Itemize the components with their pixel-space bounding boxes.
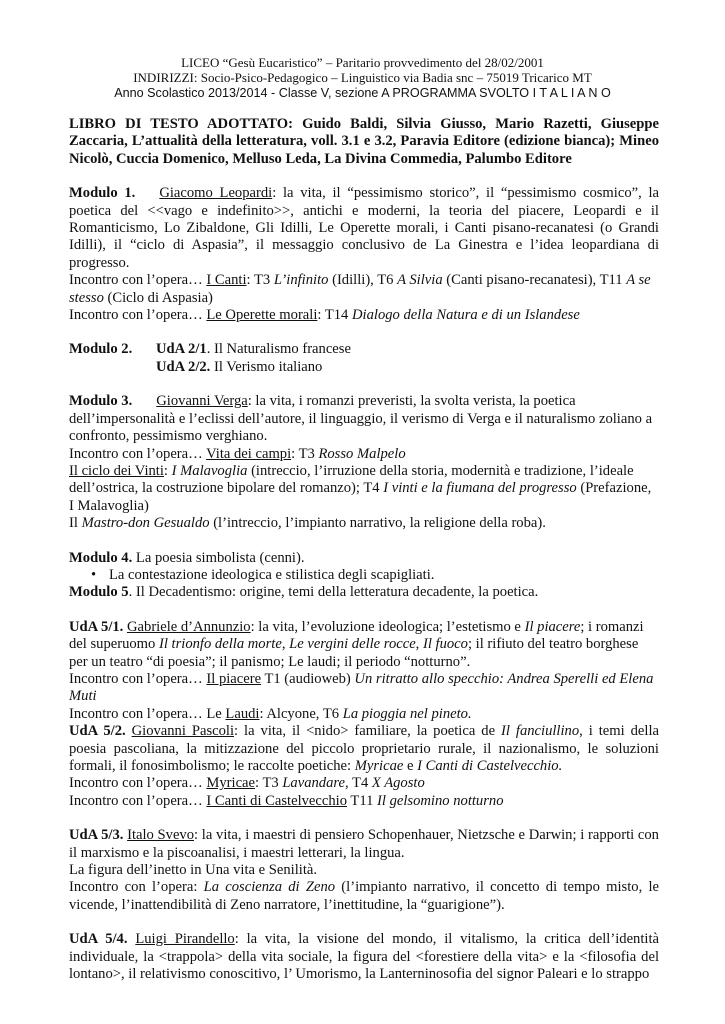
uda-5-3-figura: La figura dell’inetto in Una vita e Senilità. [69, 862, 318, 879]
module-1-label: Modulo 1. [69, 185, 136, 202]
uda-5-2-label: UdA 5/2. [69, 723, 126, 740]
module-4-paragraph: Modulo 4. La poesia simbolista (cenni). [69, 549, 305, 566]
module-3-gesualdo: Il Mastro-don Gesualdo (l’intreccio, l’impianto narrativo, la religione della roba). [69, 515, 546, 532]
uda-5-4-paragraph: UdA 5/4. Luigi Pirandello: la vita, la visione del mondo, il vitalismo, la critica dell’identità individuale, la <trappola> della vita sociale, la figura del <forestiere della vita> e la <filosofia del lontano>, il relativismo conoscitivo, l’ Umorismo, la Lanterninosofia del signor Paleari e lo strappo [69, 931, 659, 983]
uda-5-4-label: UdA 5/4. [69, 931, 128, 948]
uda-2-2-label: UdA 2/2. [156, 358, 211, 375]
uda-5-2-incontro-2: Incontro con l’opera… I Canti di Castelvecchio T11 Il gelsomino notturno [69, 792, 504, 809]
uda-5-2-author: Giovanni Pascoli [131, 723, 235, 740]
uda-5-3-label: UdA 5/3. [69, 827, 124, 844]
module-1-incontro-1: Incontro con l’opera… I Canti: T3 L’infinito (Idilli), T6 A Silvia (Canti pisano-recanatesi), T11 A se stesso (Ciclo di Aspasia) [69, 272, 651, 306]
module-5-label: Modulo 5 [69, 584, 129, 601]
uda-5-3-paragraph: UdA 5/3. Italo Svevo: la vita, i maestri di pensiero Schopenhauer, Nietzsche e Darwin; i rapporti con il marxismo e la piscoanalisi, i maestri letterari, la lingua. [69, 827, 659, 861]
header-line-2: INDIRIZZI: Socio-Psico-Pedagogico – Linguistico via Badia snc – 75019 Tricarico MT [133, 70, 592, 85]
module-4-label: Modulo 4. [69, 549, 133, 566]
module-3-ciclo-vinti: Il ciclo dei Vinti: I Malavoglia (intreccio, l’irruzione della storia, modernità e tradizione, l’ideale dell’ostrica, la costruzione bipolare del romanzo); T4 I vinti e la fiumana del progresso (Prefazione, I Malavoglia) [69, 462, 652, 514]
uda-5-3-incontro: Incontro con l’opera: La coscienza di Zeno (l’impianto narrativo, il concetto di tempo misto, le vicende, l’inattendibilità di Zeno narratore, l’inettitudine, la “guarigione”). [69, 879, 659, 913]
module-3-paragraph: Modulo 3. Giovanni Verga: la vita, i romanzi preveristi, la svolta verista, la poetica dell’impersonalità e l’eclissi dell’autore, il linguaggio, il verismo di Verga e il naturalismo zoliano a confronto, pessimismo verghiano. [69, 393, 653, 445]
module-3-incontro: Incontro con l’opera… Vita dei campi: T3 Rosso Malpelo [69, 445, 406, 462]
document-body [69, 116, 659, 983]
header-line-1: LICEO “Gesù Eucaristico” – Paritario provvedimento del 28/02/2001 [181, 55, 544, 70]
module-5-paragraph: Modulo 5. Il Decadentismo: origine, temi della letteratura decadente, la poetica. [69, 584, 539, 601]
uda-5-1-incontro-1: Incontro con l’opera… Il piacere T1 (audioweb) Un ritratto allo specchio: Andrea Sperelli ed Elena Muti [69, 670, 654, 705]
bullet-icon: • [91, 566, 97, 583]
module-1-author: Giacomo Leopardi [159, 185, 273, 202]
uda-5-1-label: UdA 5/1. [69, 618, 124, 635]
header-line-3: Anno Scolastico 2013/2014 - Classe V, sezione A PROGRAMMA SVOLTO I T A L I A N O [114, 86, 611, 100]
module-4-list [69, 567, 659, 584]
uda-5-1-incontro-2: Incontro con l’opera… Le Laudi: Alcyone, T6 La pioggia nel pineto. [69, 705, 472, 722]
uda-5-2-incontro-1: Incontro con l’opera… Myricae: T3 Lavandare, T4 X Agosto [69, 775, 425, 792]
module-1-incontro-2: Incontro con l’opera… Le Operette morali: T14 Dialogo della Natura e di un Islandese [69, 307, 580, 324]
module-3-label: Modulo 3. [69, 393, 133, 410]
module-2-label: Modulo 2. [69, 341, 133, 358]
textbook-paragraph: LIBRO DI TESTO ADOTTATO: Guido Baldi, Silvia Giusso, Mario Razetti, Giuseppe Zaccaria, L’attualità della letteratura, voll. 3.1 e 3.2, Paravia Editore (edizione bianca); Mineo Nicolò, Cuccia Domenico, Melluso Leda, La Divina Commedia, Palumbo Editore [69, 116, 659, 167]
uda-2-1-label: UdA 2/1 [156, 341, 207, 358]
list-item: • La contestazione ideologica e stilistica degli scapigliati. [91, 566, 435, 583]
uda-5-1-author: Gabriele d’Annunzio [127, 618, 251, 635]
uda-5-1-paragraph: UdA 5/1. Gabriele d’Annunzio: la vita, l’evoluzione ideologica; l’estetismo e Il piacere; i romanzi del superuomo Il trionfo della morte, Le vergini delle rocce, Il fuoco; il rifiuto del teatro borghese per un teatro “di poesia”; il panismo; Le laudi; il periodo “notturno”. [69, 618, 644, 670]
uda-5-4-author: Luigi Pirandello [135, 931, 235, 948]
uda-5-3-author: Italo Svevo [127, 827, 195, 844]
module-2-block: Modulo 2. UdA 2/1. Il Naturalismo francese UdA 2/2. Il Verismo italiano [69, 341, 351, 375]
module-3-author: Giovanni Verga [156, 393, 248, 410]
uda-5-2-paragraph: UdA 5/2. Giovanni Pascoli: la vita, il <nido> familiare, la poetica de Il fanciullino, i temi della poesia pascoliana, la mitizzazione del piccolo proprietario rurale, il nazionalismo, le soluzioni formali, il fonosimbolismo; le raccolte poetiche: Myricae e I Canti di Castelvecchio. [69, 723, 659, 774]
module-1-paragraph: Modulo 1. Giacomo Leopardi: la vita, il “pessimismo storico”, il “pessimismo cosmico”, la poetica del <<vago e indefinito>>, antichi e moderni, la teoria del piacere, Leopardi e il Romanticismo, Lo Zibaldone, Gli Idilli, Le Operette morali, i Canti pisano-recanatesi (o Grandi Idilli), il “ciclo di Aspasia”, il messaggio conclusivo de La Ginestra e l’idea leopardiana di progresso. [69, 185, 659, 271]
